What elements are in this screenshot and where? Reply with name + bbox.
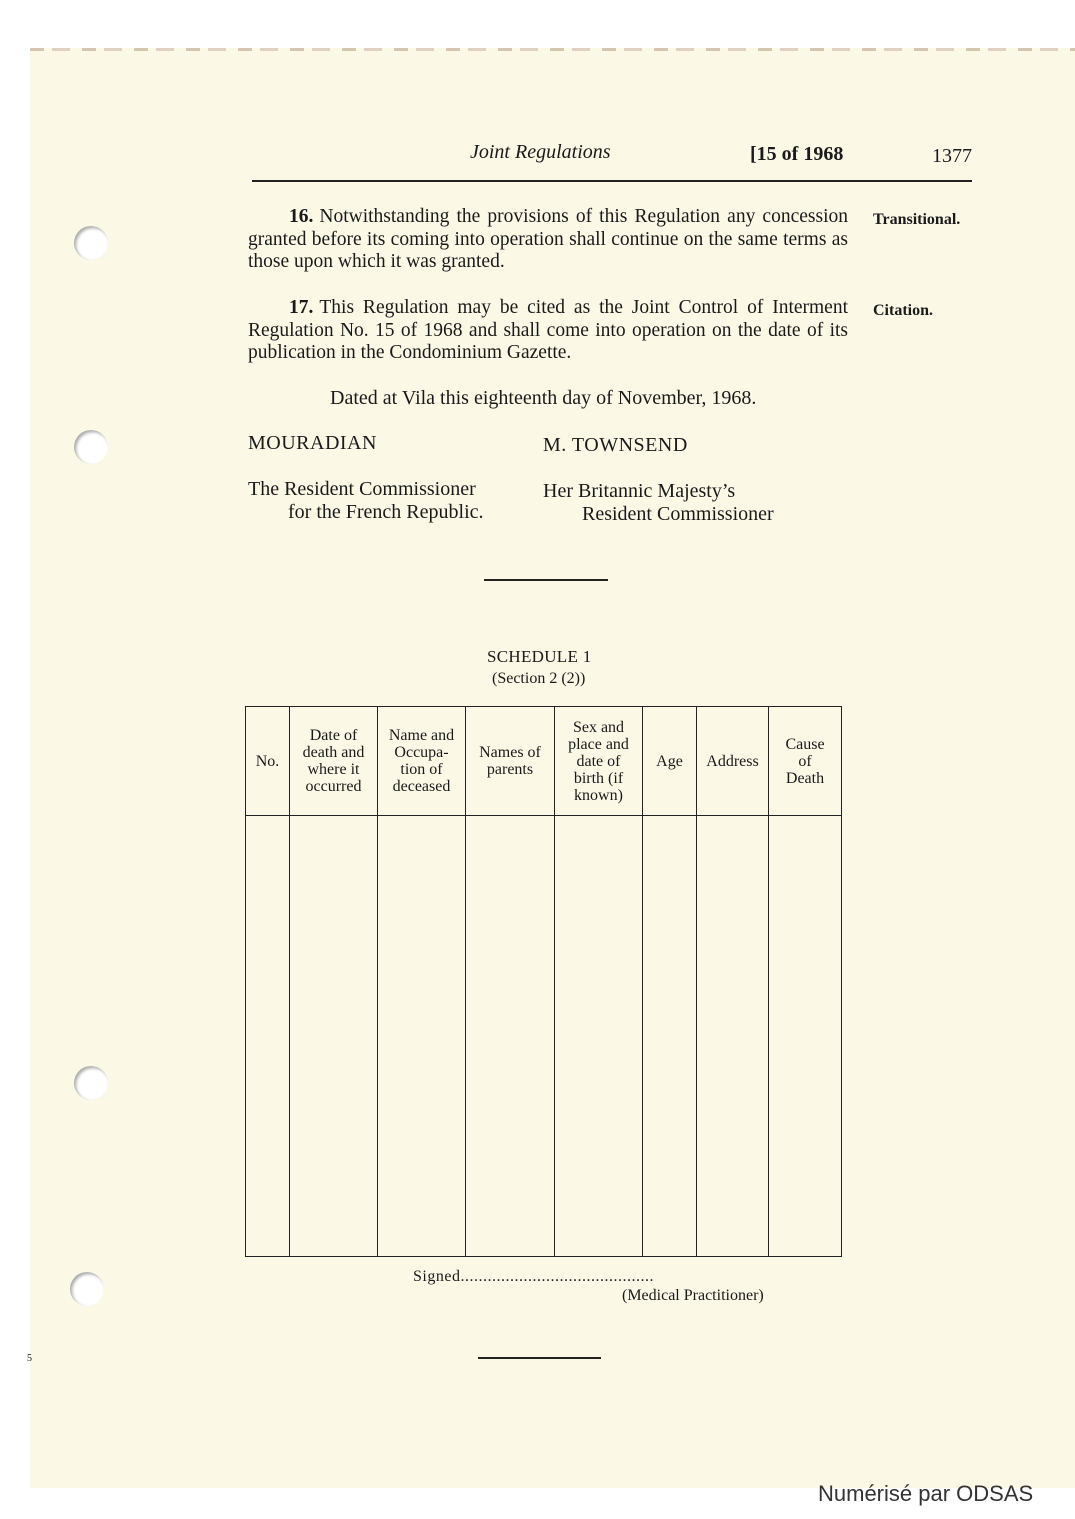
table-body-row — [246, 816, 842, 1257]
section-text: Notwithstanding the provisions of this Regulation any concession granted before its coming into operation shall continue on the same terms as those upon which it was granted. — [248, 206, 848, 272]
signature-role: (Medical Practitioner) — [622, 1287, 764, 1304]
header-rule — [252, 180, 972, 182]
column-header — [290, 707, 378, 816]
running-title: Joint Regulations — [470, 141, 611, 163]
end-divider — [478, 1357, 601, 1359]
column-header-line: known) — [574, 786, 623, 804]
column-header-line: of — [798, 752, 812, 770]
column-header — [378, 707, 466, 816]
table-cell — [290, 816, 378, 1257]
interment-register-table — [245, 706, 842, 1257]
column-header-line: Occupa- — [394, 744, 449, 761]
column-header-line: place and — [568, 735, 629, 753]
section-17 — [248, 297, 848, 365]
table-cell — [555, 816, 643, 1257]
role-line: The Resident Commissioner — [248, 478, 476, 500]
signatory-role-french — [248, 478, 484, 524]
table-cell — [769, 816, 842, 1257]
table-cell — [466, 816, 555, 1257]
column-header-line: where it — [307, 761, 360, 778]
margin-note-citation: Citation. — [873, 302, 933, 319]
column-header — [246, 707, 290, 816]
column-header-line: tion of — [400, 761, 443, 778]
punch-hole — [74, 1066, 108, 1100]
table-header-row — [246, 707, 842, 816]
column-header-line: death and — [302, 744, 365, 761]
punch-hole — [74, 226, 108, 260]
schedule-title: SCHEDULE 1 — [487, 647, 592, 666]
margin-note-transitional: Transitional. — [873, 211, 961, 228]
column-header-line: Names of — [479, 744, 541, 761]
column-header — [769, 707, 842, 816]
role-line: Her Britannic Majesty’s — [543, 480, 736, 502]
column-header-line: Date of — [309, 727, 358, 744]
signatory-name-french: MOURADIAN — [248, 432, 377, 454]
column-header-line: Age — [656, 752, 683, 770]
column-header — [643, 707, 697, 816]
column-header-line: Sex and — [572, 718, 625, 736]
column-header-line: parents — [486, 761, 534, 778]
signatory-name-british: M. TOWNSEND — [543, 434, 688, 456]
signed-label: Signed — [413, 1268, 461, 1285]
table-cell — [378, 816, 466, 1257]
footer-mark: 5 — [27, 1353, 32, 1364]
punch-hole — [70, 1272, 104, 1306]
column-header-line: Cause — [785, 735, 825, 753]
column-header — [697, 707, 769, 816]
role-line: for the French Republic. — [288, 501, 484, 523]
signature-line — [413, 1268, 654, 1286]
section-divider — [484, 579, 608, 581]
column-header-line: Death — [785, 769, 825, 787]
role-line: Resident Commissioner — [582, 503, 774, 525]
section-number: 17. — [289, 297, 314, 318]
signatory-role-british — [543, 480, 774, 526]
column-header-line: Address — [706, 752, 759, 770]
schedule-subtitle: (Section 2 (2)) — [492, 670, 586, 687]
section-text: This Regulation may be cited as the Joint Control of Interment Regulation No. 15 of 1968 and shall come into operation on the date of its publication in the Condominium Gazette. — [248, 297, 848, 363]
dated-line: Dated at Vila this eighteenth day of November, 1968. — [330, 387, 757, 409]
column-header-line: No. — [255, 752, 280, 770]
regulation-reference: [15 of 1968 — [750, 143, 844, 165]
section-16 — [248, 206, 848, 274]
page-number: 1377 — [932, 145, 972, 167]
column-header-line: date of — [576, 752, 621, 770]
column-header — [555, 707, 643, 816]
signed-dots: ........................................... — [460, 1268, 654, 1285]
table-cell — [697, 816, 769, 1257]
column-header-line: birth (if — [573, 769, 624, 787]
table-cell — [246, 816, 290, 1257]
digitization-watermark: Numérisé par ODSAS — [818, 1481, 1034, 1506]
punch-hole — [74, 430, 108, 464]
column-header-line: occurred — [305, 778, 362, 795]
column-header — [466, 707, 555, 816]
column-header-line: deceased — [392, 778, 451, 795]
table-cell — [643, 816, 697, 1257]
page-top-edge — [30, 48, 1075, 51]
section-number: 16. — [289, 206, 314, 227]
column-header-line: Name and — [388, 727, 455, 744]
